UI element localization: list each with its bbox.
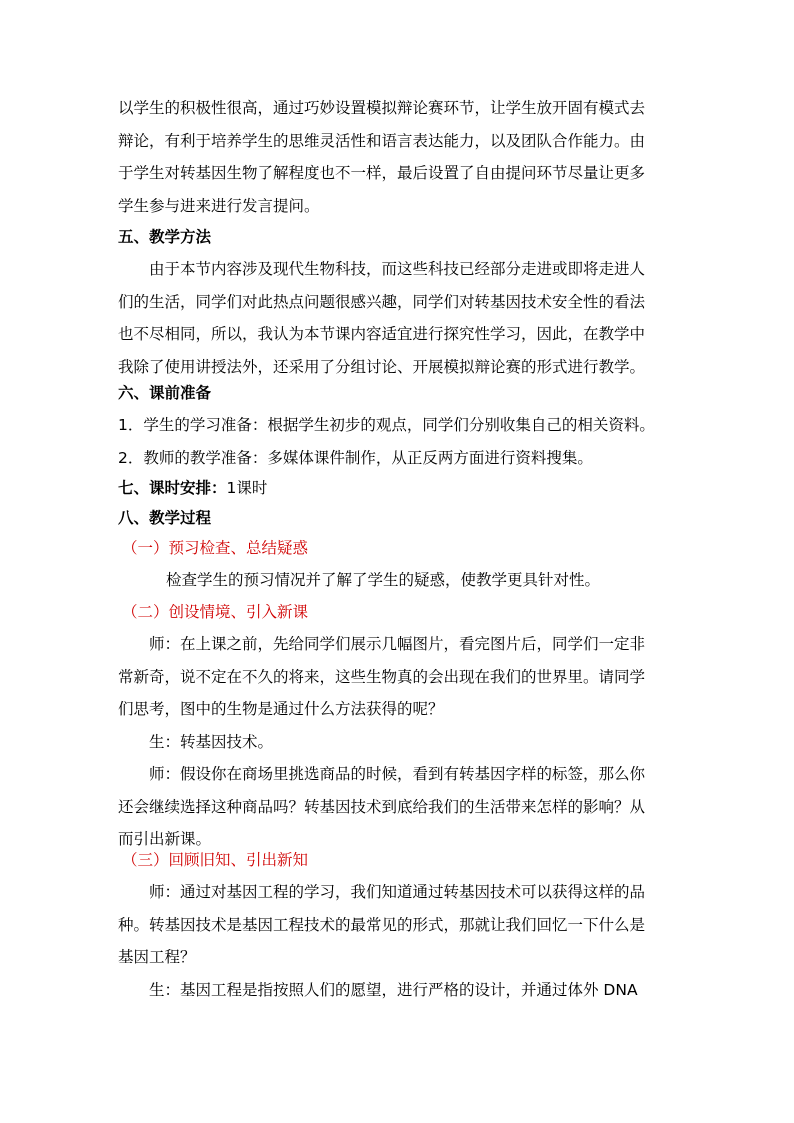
text-line: 也不尽相同，所以，我认为本节课内容适宜进行探究性学习，因此，在教学中: [118, 325, 646, 343]
student-line: 生：转基因技术。: [149, 732, 274, 751]
section-heading: 七、课时安排：: [118, 479, 227, 497]
list-item: 2．教师的教学准备：多媒体课件制作，从正反两方面进行资料搜集。: [118, 448, 593, 467]
teacher-line: 师：通过对基因工程的学习，我们知道通过转基因技术可以获得这样的品: [149, 883, 646, 901]
text-line: 以学生的积极性很高，通过巧妙设置模拟辩论赛环节，让学生放开固有模式去: [118, 99, 646, 117]
teacher-line: 师：在上课之前，先给同学们展示几幅图片，看完图片后，同学们一定非: [149, 635, 646, 653]
part-preview-check: [118, 533, 674, 597]
section-schedule: [118, 473, 674, 504]
subsection-title: （三）回顾旧知、引出新知: [122, 851, 309, 869]
teacher-line: 师：假设你在商场里挑选商品的时候，看到有转基因字样的标签，那么你: [149, 765, 646, 783]
text-line: 种。转基因技术是基因工程技术的最常见的形式，那就让我们回忆一下什么是: [118, 915, 646, 934]
section-heading: 八、教学过程: [118, 509, 212, 527]
part-create-scene: [118, 597, 674, 856]
section-teaching-methods: [118, 222, 674, 383]
text-line: 而引出新课。: [118, 830, 212, 848]
intro-paragraph: [118, 92, 674, 222]
subsection-title: （一）预习检查、总结疑惑: [122, 539, 309, 557]
text-line: 常新奇，说不定在不久的将来，这些生物真的会出现在我们的世界里。请同学: [118, 667, 646, 686]
section-heading: 五、教学方法: [118, 228, 212, 246]
section-teaching-process: [118, 503, 674, 534]
schedule-value: 1课时: [226, 479, 268, 497]
text-line: 学生参与进来进行发言提问。: [118, 196, 320, 215]
text-line: 于学生对转基因生物了解程度也不一样，最后设置了自由提问环节尽量让更多: [118, 164, 646, 182]
text-line: 们思考，图中的生物是通过什么方法获得的呢？: [118, 700, 444, 718]
text-line: 由于本节内容涉及现代生物科技，而这些科技已经部分走进或即将走进人: [149, 260, 646, 278]
text-line: 们的生活，同学们对此热点问题很感兴趣，同学们对转基因技术安全性的看法: [118, 292, 646, 311]
section-heading: 六、课前准备: [118, 384, 212, 402]
text-line: 检查学生的预习情况并了解了学生的疑惑，使教学更具针对性。: [166, 571, 601, 589]
text-line: 辩论，有利于培养学生的思维灵活性和语言表达能力，以及团队合作能力。由: [118, 131, 646, 150]
text-line: 我除了使用讲授法外，还采用了分组讨论、开展模拟辩论赛的形式进行教学。: [118, 357, 646, 376]
part-review: [118, 845, 674, 1006]
text-line: 基因工程？: [118, 948, 196, 966]
subsection-title: （二）创设情境、引入新课: [122, 603, 309, 621]
section-preparation: [118, 378, 674, 474]
list-item: 1．学生的学习准备：根据学生初步的观点，同学们分别收集自己的相关资料。: [118, 416, 655, 434]
text-line: 还会继续选择这种商品吗？转基因技术到底给我们的生活带来怎样的影响？从: [118, 797, 646, 816]
student-line: 生：基因工程是指按照人们的愿望，进行严格的设计，并通过体外 DNA: [149, 980, 638, 999]
